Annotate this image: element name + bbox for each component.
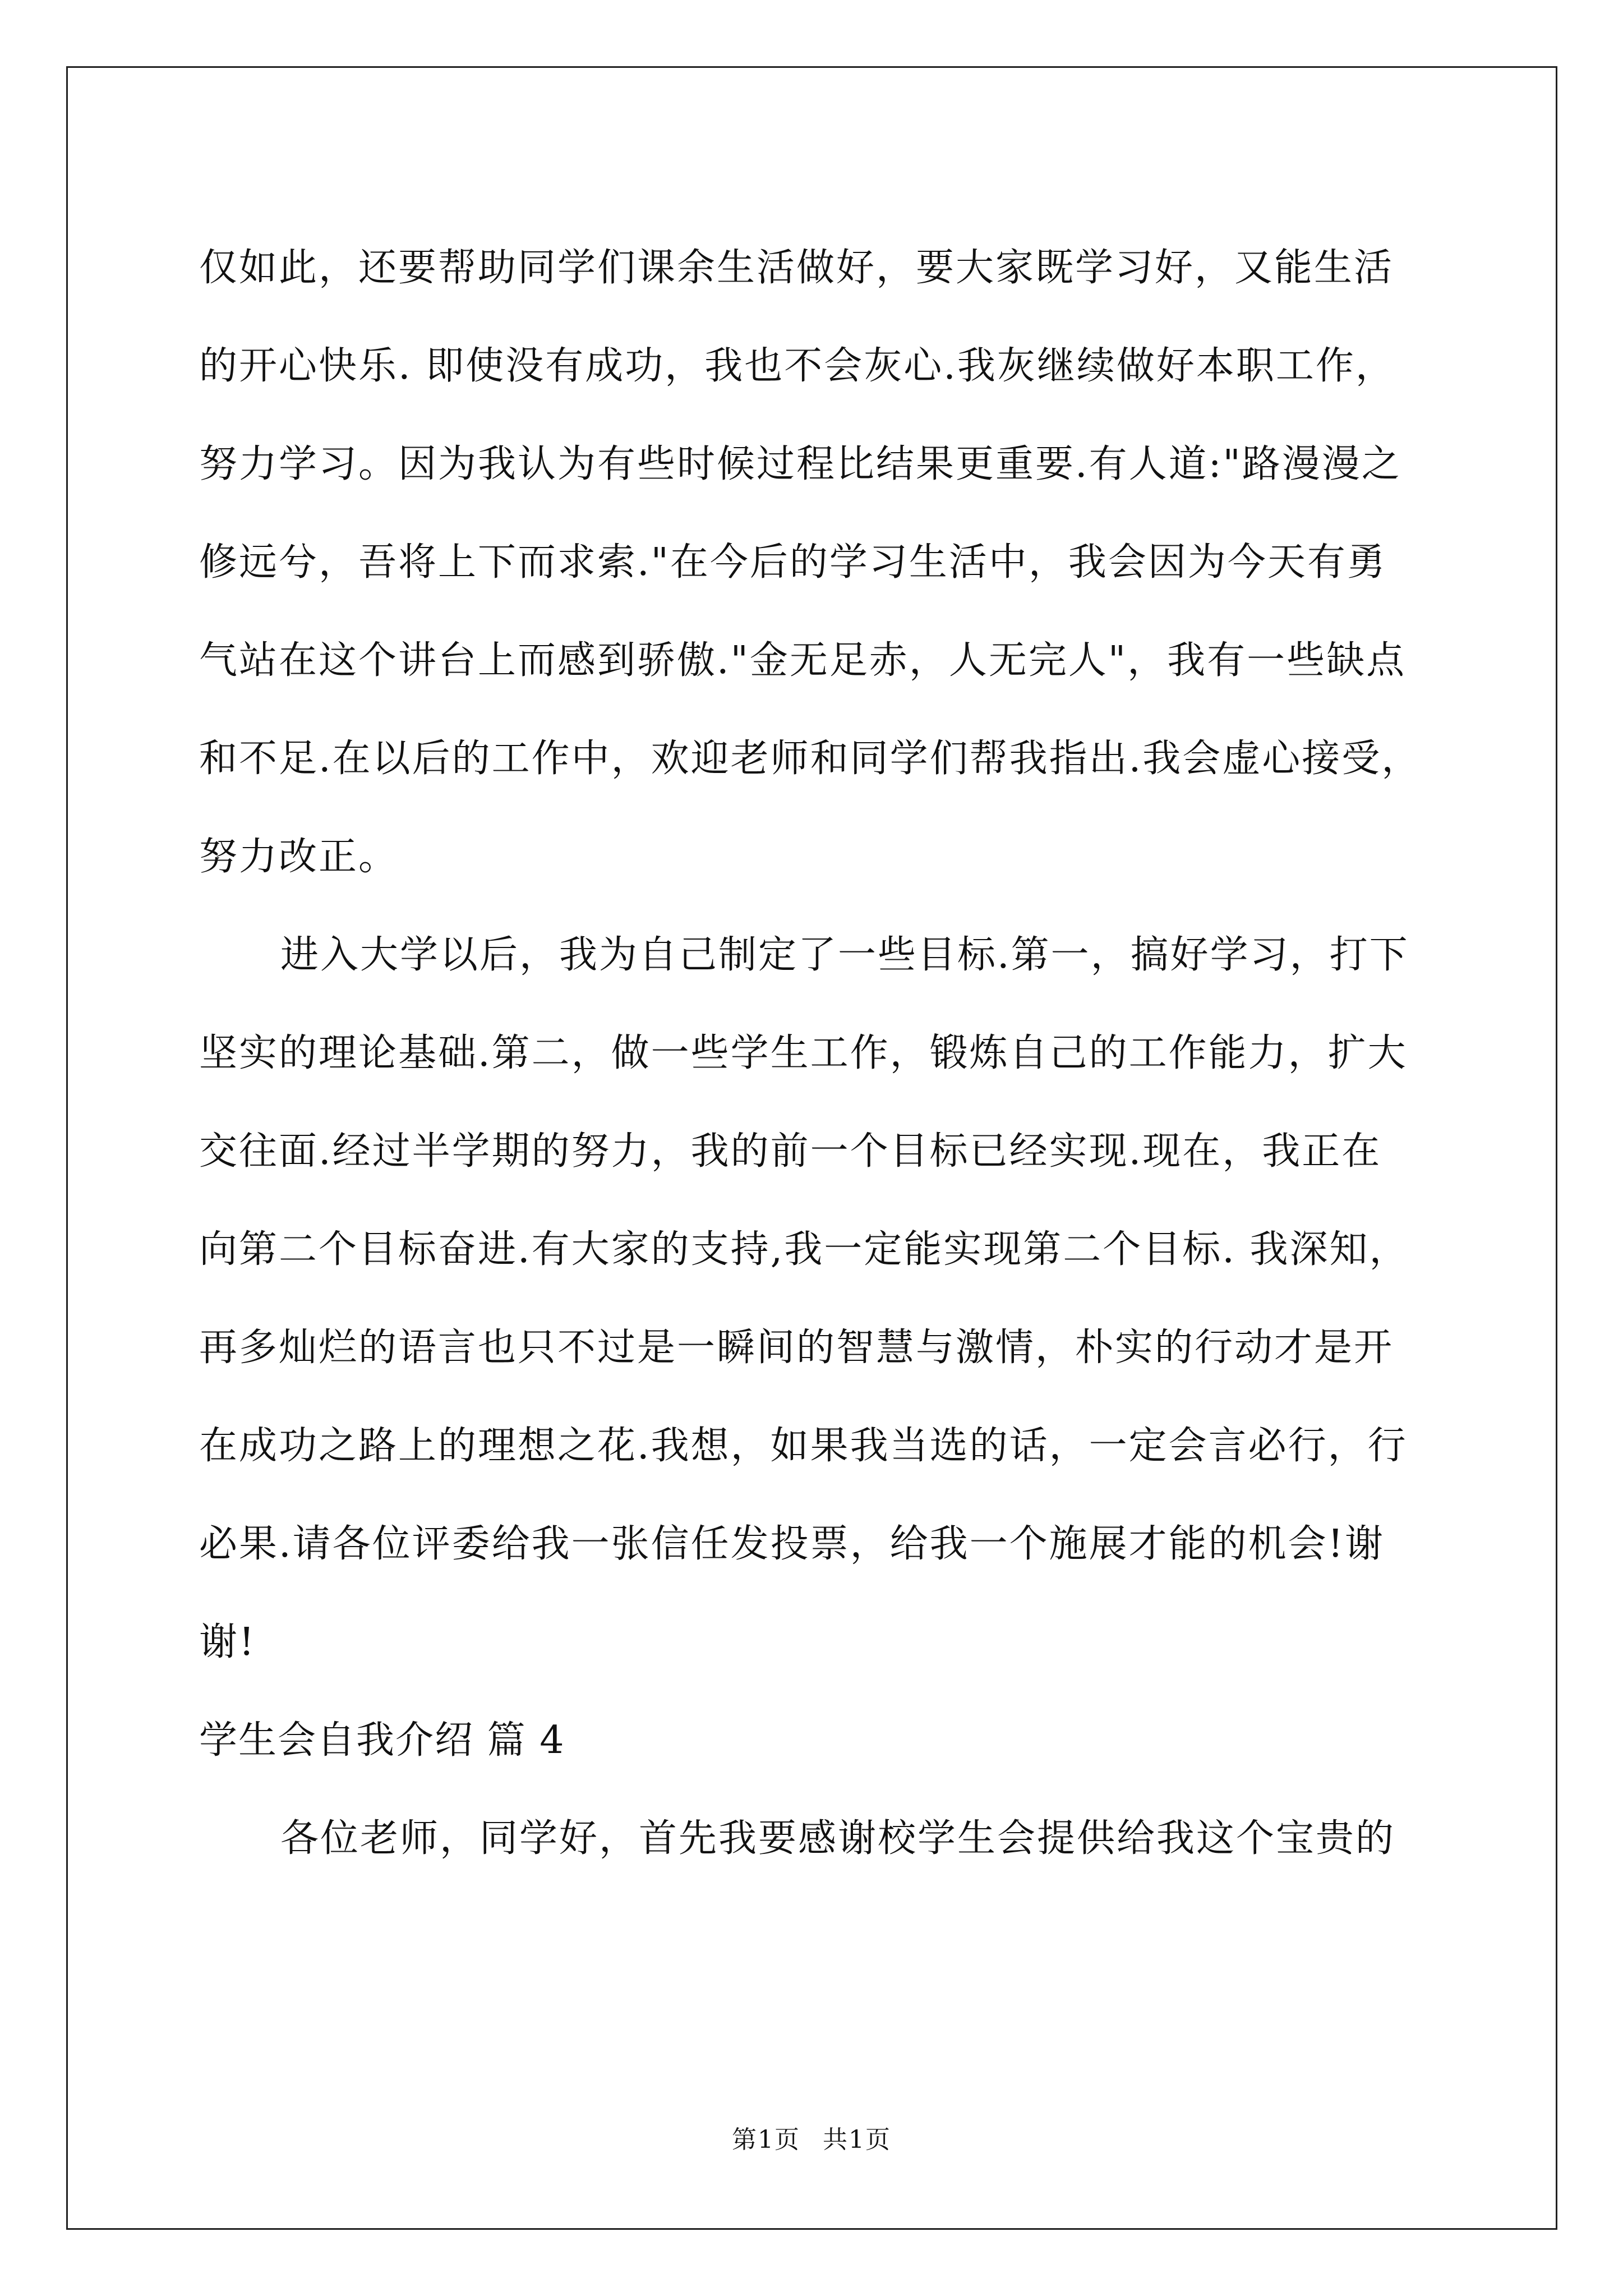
- paragraph-line: 交往面.经过半学期的努力，我的前一个目标已经实现.现在，我正在: [199, 1129, 1382, 1174]
- page-footer: [0, 2119, 1623, 2155]
- paragraph-line: 各位老师，同学好，首先我要感谢校学生会提供给我这个宝贵的: [280, 1816, 1396, 1861]
- paragraph-line: 和不足.在以后的工作中，欢迎老师和同学们帮我指出.我会虚心接受，: [199, 737, 1422, 781]
- paragraph-line: 在成功之路上的理想之花.我想，如果我当选的话，一定会言必行，行: [199, 1424, 1408, 1468]
- page-total: 共1页: [823, 2125, 891, 2154]
- paragraph-line: 的开心快乐. 即使没有成功，我也不会灰心.我灰继续做好本职工作，: [199, 344, 1395, 388]
- paragraph-line: 进入大学以后，我为自己制定了一些目标.第一，搞好学习，打下: [280, 933, 1409, 977]
- paragraph-line: 再多灿烂的语言也只不过是一瞬间的智慧与激情，朴实的行动才是开: [199, 1326, 1394, 1370]
- document-body: [199, 219, 1433, 1888]
- paragraph-line: 向第二个目标奋进.有大家的支持,我一定能实现第二个目标. 我深知，: [199, 1227, 1409, 1272]
- section-heading: 学生会自我介绍 篇 4: [199, 1718, 565, 1763]
- paragraph-line: 修远兮，吾将上下而求索."在今后的学习生活中，我会因为今天有勇: [199, 540, 1387, 585]
- paragraph-line: 谢!: [199, 1620, 256, 1664]
- paragraph-line: 坚实的理论基础.第二，做一些学生工作，锻炼自己的工作能力，扩大: [199, 1031, 1408, 1075]
- paragraph-line: 气站在这个讲台上而感到骄傲."金无足赤，人无完人"，我有一些缺点: [199, 638, 1407, 683]
- paragraph-line: 努力学习。因为我认为有些时候过程比结果更重要.有人道:"路漫漫之: [199, 442, 1401, 486]
- paragraph-line: 必果.请各位评委给我一张信任发投票，给我一个施展才能的机会!谢: [199, 1522, 1385, 1566]
- paragraph-line: 仅如此，还要帮助同学们课余生活做好，要大家既学习好，又能生活: [199, 246, 1394, 290]
- paragraph-line: 努力改正。: [199, 835, 399, 879]
- page-number: 第1页: [732, 2125, 800, 2154]
